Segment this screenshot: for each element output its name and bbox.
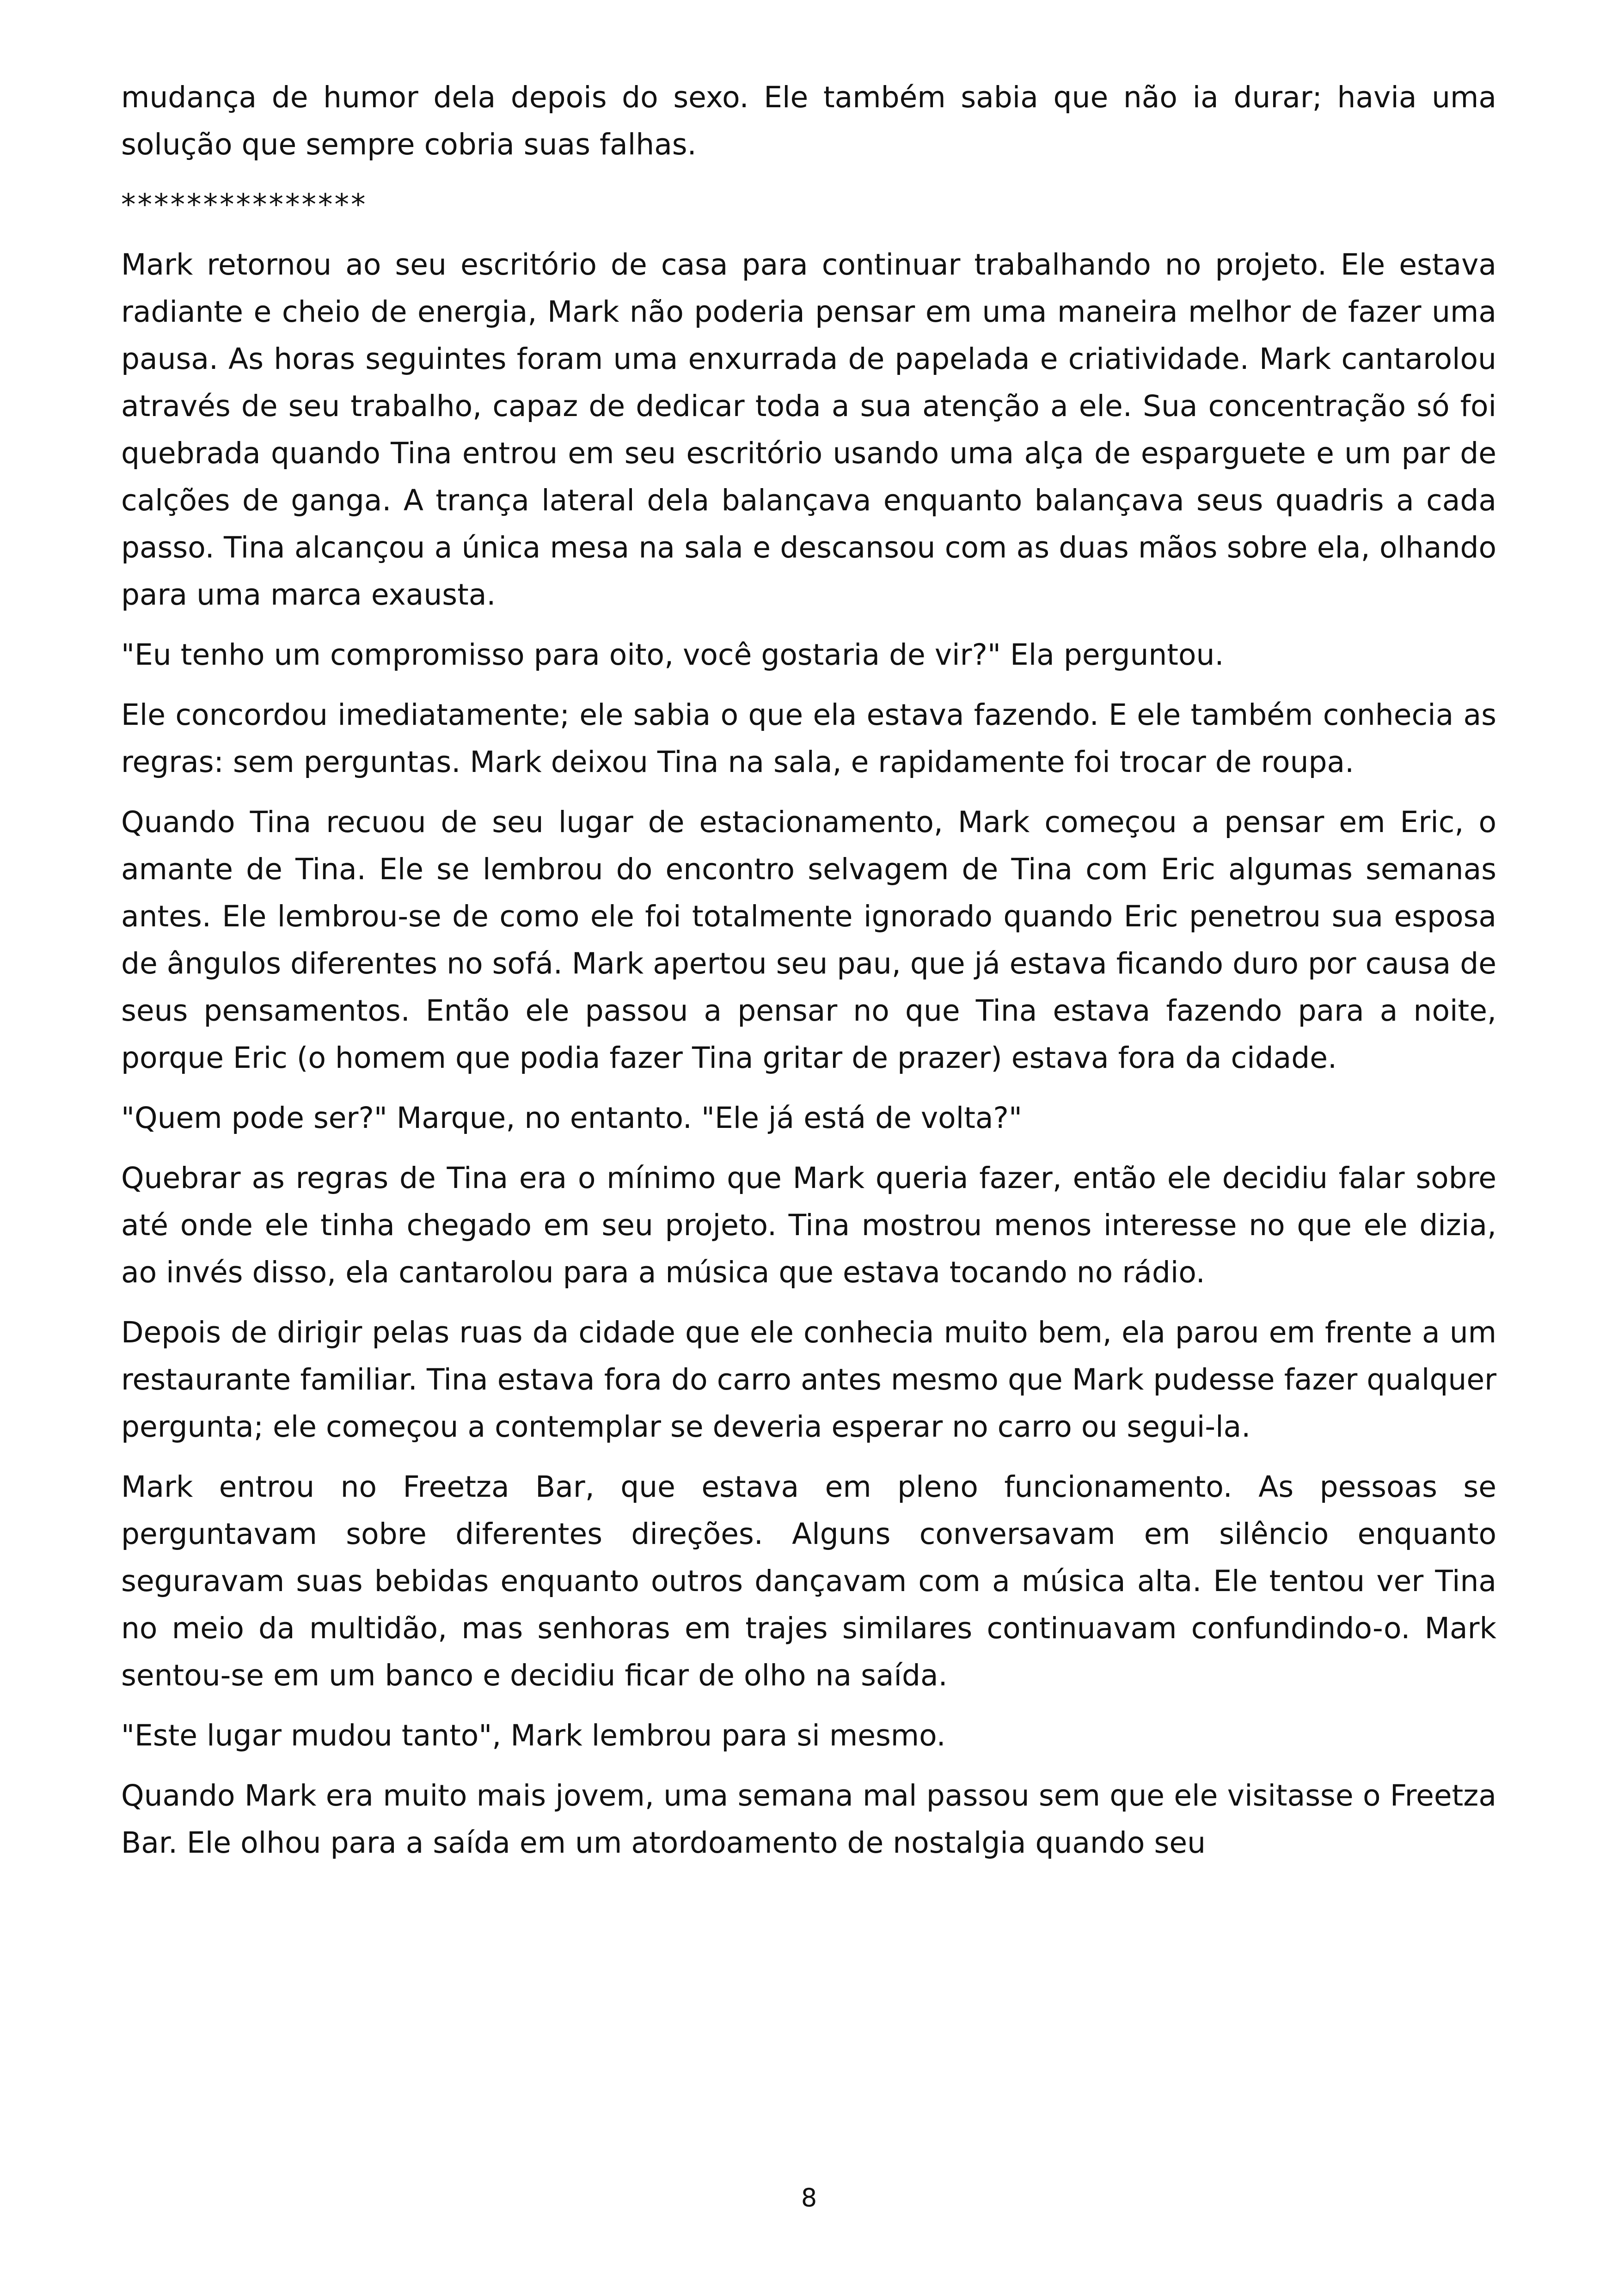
paragraph-6: "Quem pode ser?" Marque, no entanto. "Ele já está de volta?" <box>121 1101 1022 1135</box>
paragraph-8: Depois de dirigir pelas ruas da cidade que ele conhecia muito bem, ela parou em frente a um restaurante familiar. Tina estava fora do carro antes mesmo que Mark pudesse fazer qualquer pergunta; ele começou a contemplar se deveria esperar no carro ou segui-la. <box>121 1316 1496 1444</box>
paragraph-10: "Este lugar mudou tanto", Mark lembrou para si mesmo. <box>121 1719 946 1752</box>
paragraph-7: Quebrar as regras de Tina era o mínimo que Mark queria fazer, então ele decidiu falar sobre até onde ele tinha chegado em seu projeto. Tina mostrou menos interesse no que ele dizia, ao invés disso, ela cantarolou para a música que estava tocando no rádio. <box>121 1161 1496 1289</box>
paragraph-3: "Eu tenho um compromisso para oito, você gostaria de vir?" Ela perguntou. <box>121 638 1224 672</box>
paragraph-4: Ele concordou imediatamente; ele sabia o que ela estava fazendo. E ele também conhecia as regras: sem perguntas. Mark deixou Tina na sala, e rapidamente foi trocar de roupa. <box>121 698 1496 779</box>
scene-separator: *************** <box>121 188 368 221</box>
body-text <box>121 74 1496 1867</box>
paragraph-11: Quando Mark era muito mais jovem, uma semana mal passou sem que ele visitasse o Freetza Bar. Ele olhou para a saída em um atordoamento de nostalgia quando seu <box>121 1779 1496 1860</box>
paragraph-2: Mark retornou ao seu escritório de casa para continuar trabalhando no projeto. Ele estava radiante e cheio de energia, Mark não poderia pensar em uma maneira melhor de fazer uma pausa. As horas seguintes foram uma enxurrada de papelada e criatividade. Mark cantarolou através de seu trabalho, capaz de dedicar toda a sua atenção a ele. Sua concentração só foi quebrada quando Tina entrou em seu escritório usando uma alça de esparguete e um par de calções de ganga. A trança lateral dela balançava enquanto balançava seus quadris a cada passo. Tina alcançou a única mesa na sala e descansou com as duas mãos sobre ela, olhando para uma marca exausta. <box>121 248 1496 612</box>
paragraph-9: Mark entrou no Freetza Bar, que estava em pleno funcionamento. As pessoas se perguntavam sobre diferentes direções. Alguns conversavam em silêncio enquanto seguravam suas bebidas enquanto outros dançavam com a música alta. Ele tentou ver Tina no meio da multidão, mas senhoras em trajes similares continuavam confundindo-o. Mark sentou-se em um banco e decidiu ficar de olho na saída. <box>121 1470 1496 1692</box>
paragraph-5: Quando Tina recuou de seu lugar de estacionamento, Mark começou a pensar em Eric, o amante de Tina. Ele se lembrou do encontro selvagem de Tina com Eric algumas semanas antes. Ele lembrou-se de como ele foi totalmente ignorado quando Eric penetrou sua esposa de ângulos diferentes no sofá. Mark apertou seu pau, que já estava ficando duro por causa de seus pensamentos. Então ele passou a pensar no que Tina estava fazendo para a noite, porque Eric (o homem que podia fazer Tina gritar de prazer) estava fora da cidade. <box>121 805 1496 1075</box>
page-number: 8 <box>801 2183 817 2212</box>
paragraph-1: mudança de humor dela depois do sexo. Ele também sabia que não ia durar; havia uma solução que sempre cobria suas falhas. <box>121 80 1496 161</box>
